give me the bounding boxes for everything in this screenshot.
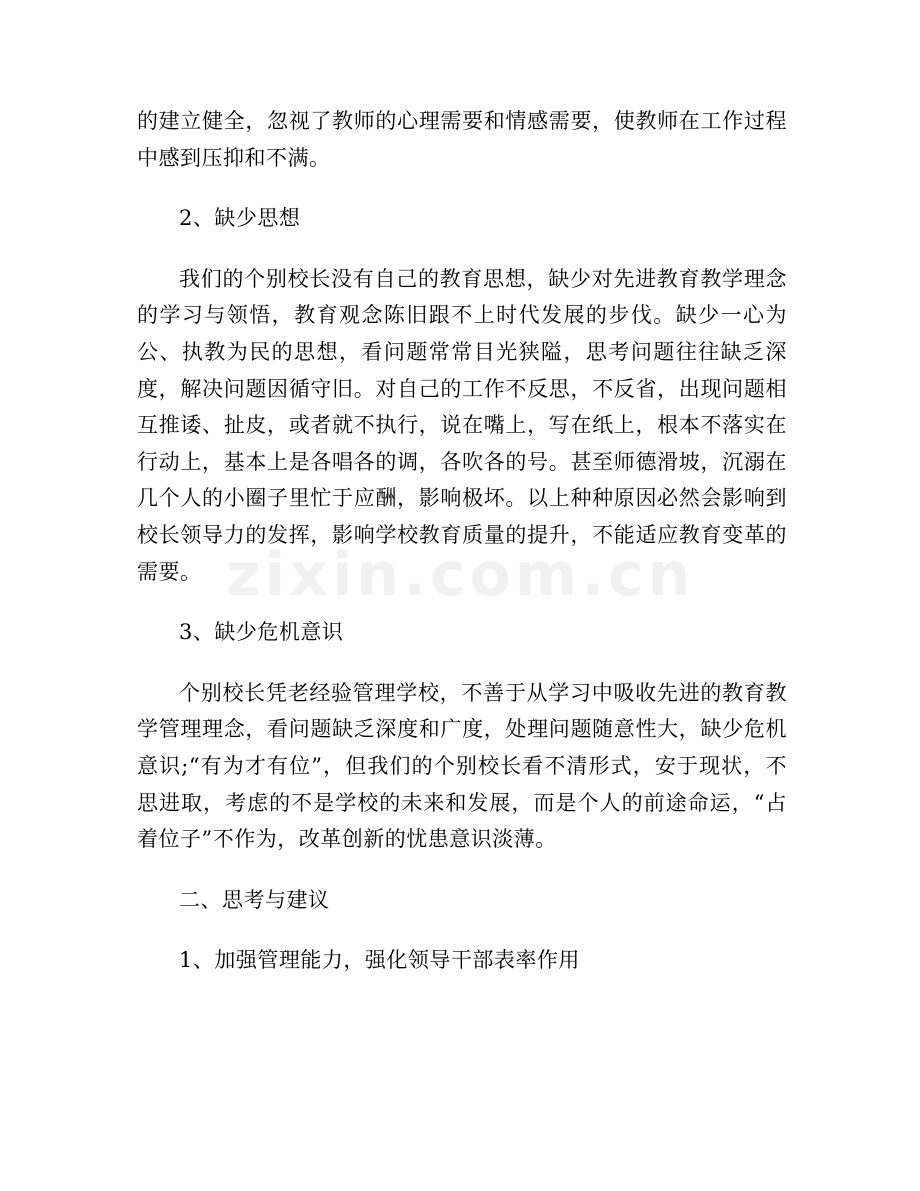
watermark: zixin.com.cn [225,540,695,610]
paragraph-continued: 的建立健全，忽视了教师的心理需要和情感需要，使教师在工作过程中感到压抑和不满。 [137,109,787,170]
section-heading-lack-of-thought: 2、缺少思想 [179,206,301,231]
section-heading-strengthen-management: 1、加强管理能力，强化领导干部表率作用 [179,948,580,973]
paragraph-lack-of-crisis-awareness: 个别校长凭老经验管理学校，不善于从学习中吸收先进的教育教学管理理念，看问题缺乏深度和广度，处理问题随意性大，缺少危机意识;“有为才有位”，但我们的个别校长看不清形式，安于现状，不思进取，考虑的不是学校的未来和发展，而是个人的前途命运，“占着位子”不作为，改革创新的忧患意识淡薄。 [137,680,787,852]
section-heading-reflections-and-suggestions: 二、思考与建议 [179,887,330,912]
section-heading-lack-of-crisis-awareness: 3、缺少危机意识 [179,620,344,645]
document-page [137,103,787,979]
paragraph-lack-of-thought: 我们的个别校长没有自己的教育思想，缺少对先进教育教学理念的学习与领悟，教育观念陈旧跟不上时代发展的步伐。缺少一心为公、执教为民的思想，看问题常常目光狭隘，思考问题往往缺乏深度，解决问题因循守旧。对自己的工作不反思，不反省，出现问题相互推诿、扯皮，或者就不执行，说在嘴上，写在纸上，根本不落实在行动上，基本上是各唱各的调，各吹各的号。甚至师德滑坡，沉溺在几个人的小圈子里忙于应酬，影响极坏。以上种种原因必然会影响到校长领导力的发挥，影响学校教育质量的提升，不能适应教育变革的需要。 [137,266,787,584]
